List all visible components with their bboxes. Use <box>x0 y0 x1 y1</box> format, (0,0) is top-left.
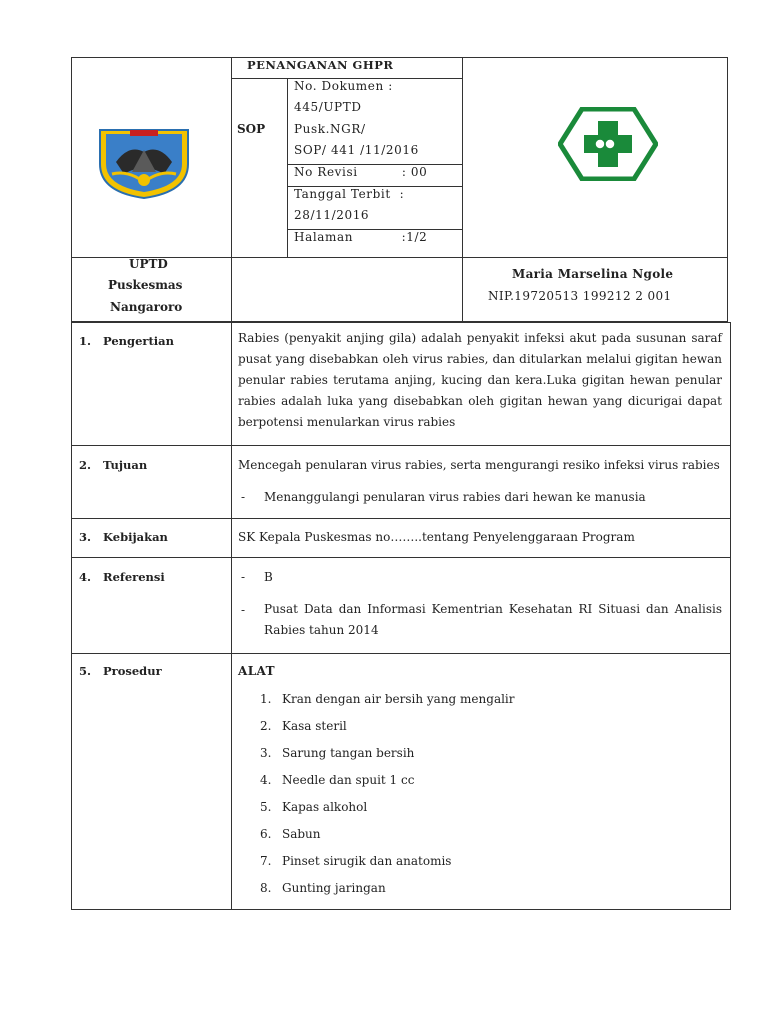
list-text: Kran dengan air bersih yang mengalir <box>282 692 515 706</box>
list-item <box>260 692 515 706</box>
org-name-line-2: Puskesmas <box>108 278 183 292</box>
list-number: 3. <box>260 746 272 760</box>
list-item <box>260 773 414 787</box>
section-label-prosedur: 5. Prosedur <box>79 664 162 678</box>
section-text-pengertian: Rabies (penyakit anjing gila) adalah penyakit infeksi akut pada susunan saraf pusat yang disebabkan oleh virus rabies, dan ditularkan melalui gigitan hewan penular rabies terutama anjing, kucing dan kera.Luka gigitan hewan penular rabies adalah luka yang disebabkan oleh gigitan hewan yang dicurigai dapat berpotensi menularkan virus rabies <box>238 331 722 429</box>
referensi-item-2: Pusat Data dan Informasi Kementrian Kesehatan RI Situasi dan Analisis Rabies tahun 2014 <box>264 602 722 637</box>
sop-label: SOP <box>237 122 266 136</box>
page-number: Halaman :1/2 <box>294 230 428 244</box>
list-text: Kasa steril <box>282 719 347 733</box>
list-item <box>260 854 451 868</box>
list-text: Pinset sirugik dan anatomis <box>282 854 452 868</box>
section-label-tujuan: 2. Tujuan <box>79 458 148 472</box>
header-divider-1 <box>231 57 232 322</box>
doc-number-line-4: SOP/ 441 /11/2016 <box>294 143 419 157</box>
row-rule-2 <box>71 518 731 519</box>
header-rule-bottom <box>71 257 728 258</box>
puskesmas-cross-icon <box>558 107 658 181</box>
referensi-dash-1: - <box>241 570 246 584</box>
signer-nip: NIP.19720513 199212 2 001 <box>488 289 672 303</box>
section-text-tujuan: Mencegah penularan virus rabies, serta mengurangi resiko infeksi virus rabies <box>238 458 720 472</box>
tujuan-bullet-text: Menanggulangi penularan virus rabies dari hewan ke manusia <box>264 490 646 504</box>
revision-number: No Revisi : 00 <box>294 165 428 179</box>
list-item <box>260 881 386 895</box>
list-item <box>260 827 321 841</box>
signer-name: Maria Marselina Ngole <box>512 267 674 281</box>
row-rule-4 <box>71 653 731 654</box>
list-text: Gunting jaringan <box>282 881 386 895</box>
list-text: Needle dan spuit 1 cc <box>282 773 415 787</box>
section-label-referensi: 4. Referensi <box>79 570 165 584</box>
regional-emblem-icon <box>94 122 194 200</box>
section-text-kebijakan: SK Kepala Puskesmas no……..tentang Penyelenggaraan Program <box>238 530 635 544</box>
doc-number-line-2: 445/UPTD <box>294 100 362 114</box>
section-label-pengertian: 1. Pengertian <box>79 334 174 348</box>
list-item <box>260 800 367 814</box>
list-number: 7. <box>260 854 272 868</box>
row-rule-1 <box>71 445 731 446</box>
list-item <box>260 719 347 733</box>
document-title: PENANGANAN GHPR <box>247 58 394 72</box>
issue-date-label: Tanggal Terbit : <box>294 187 405 201</box>
list-text: Sarung tangan bersih <box>282 746 415 760</box>
prosedur-heading: ALAT <box>238 664 275 678</box>
list-number: 1. <box>260 692 272 706</box>
org-name-line-1: UPTD <box>129 257 168 271</box>
list-item <box>260 746 414 760</box>
list-number: 2. <box>260 719 272 733</box>
tujuan-bullet-dash: - <box>241 490 246 504</box>
doc-number-line-1: No. Dokumen : <box>294 79 393 93</box>
header-divider-3 <box>287 78 288 257</box>
doc-number-line-3: Pusk.NGR/ <box>294 122 366 136</box>
referensi-item-1: B <box>264 570 273 584</box>
issue-date-value: 28/11/2016 <box>294 208 370 222</box>
referensi-dash-2: - <box>241 603 246 617</box>
list-number: 6. <box>260 827 272 841</box>
row-rule-3 <box>71 557 731 558</box>
list-text: Sabun <box>282 827 321 841</box>
list-number: 8. <box>260 881 272 895</box>
list-number: 5. <box>260 800 272 814</box>
list-text: Kapas alkohol <box>282 800 368 814</box>
content-divider <box>231 322 232 910</box>
header-divider-2 <box>462 57 463 322</box>
org-name-line-3: Nangaroro <box>110 300 183 314</box>
section-label-kebijakan: 3. Kebijakan <box>79 530 168 544</box>
list-number: 4. <box>260 773 272 787</box>
